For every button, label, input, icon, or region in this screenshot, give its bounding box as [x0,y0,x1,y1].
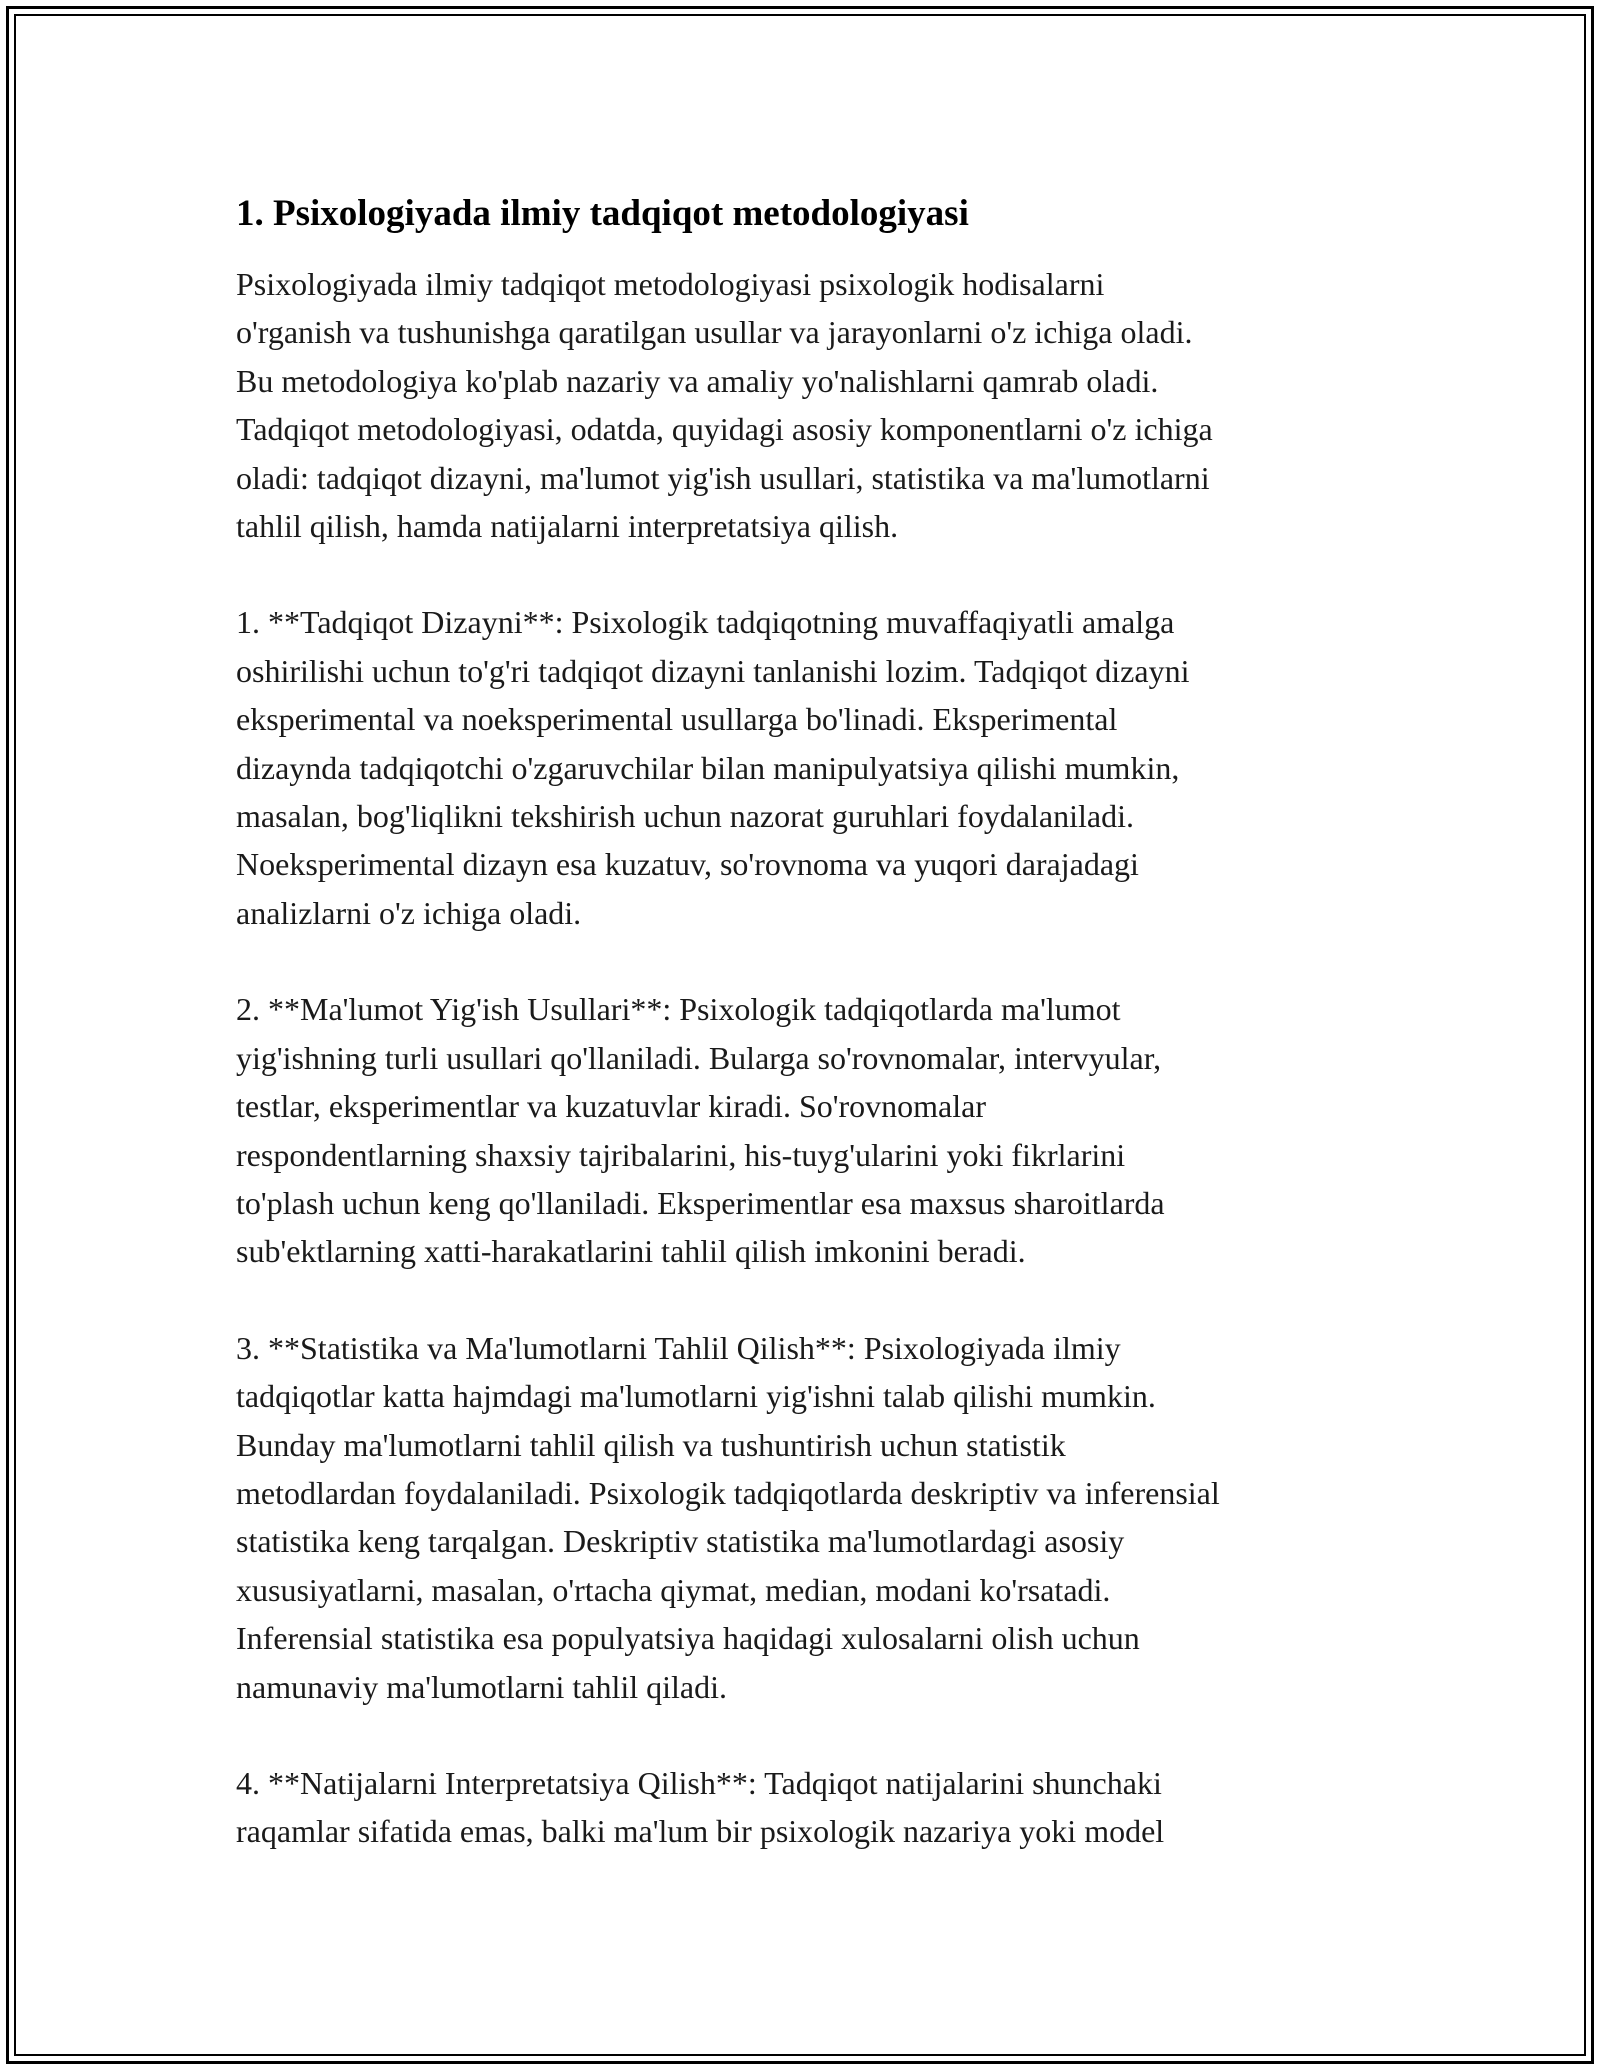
text-line: namunaviy ma'lumotlarni tahlil qiladi. [236,1668,727,1705]
paragraph-interpretation [236,1759,1386,1856]
text-line: Bu metodologiya ko'plab nazariy va amaliy yo'nalishlarni qamrab oladi. [236,362,1159,399]
text-line: 2. **Ma'lumot Yig'ish Usullari**: Psixologik tadqiqotlarda ma'lumot [236,991,1121,1028]
text-line: Bunday ma'lumotlarni tahlil qilish va tushuntirish uchun statistik [236,1426,1066,1463]
text-line: Noeksperimental dizayn esa kuzatuv, so'rovnoma va yuqori darajadagi [236,846,1139,883]
text-line: tahlil qilish, hamda natijalarni interpretatsiya qilish. [236,508,899,545]
text-line: Psixologiyada ilmiy tadqiqot metodologiyasi psixologik hodisalarni [236,266,1105,302]
document-title: 1. Psixologiyada ilmiy tadqiqot metodologiyasi [236,193,969,234]
text-line: 4. **Natijalarni Interpretatsiya Qilish**: Tadqiqot natijalarini shunchaki [236,1764,1162,1801]
text-line: raqamlar sifatida emas, balki ma'lum bir psixologik nazariya yoki model [236,1813,1165,1850]
text-line: Tadqiqot metodologiyasi, odatda, quyidagi asosiy komponentlarni o'z ichiga [236,411,1213,448]
text-line: oladi: tadqiqot dizayni, ma'lumot yig'ish usullari, statistika va ma'lumotlarni [236,459,1210,496]
text-line: to'plash uchun keng qo'llaniladi. Eksperimentlar esa maxsus sharoitlarda [236,1184,1165,1221]
document-body [236,190,1386,1904]
text-line: testlar, eksperimentlar va kuzatuvlar kiradi. So'rovnomalar [236,1088,986,1125]
text-line: eksperimental va noeksperimental usullarga bo'linadi. Eksperimental [236,701,1118,738]
text-line: 1. **Tadqiqot Dizayni**: Psixologik tadqiqotning muvaffaqiyatli amalga [236,604,1175,641]
paragraph-research-design [236,598,1386,937]
text-line: tadqiqotlar katta hajmdagi ma'lumotlarni yig'ishni talab qilishi mumkin. [236,1378,1156,1415]
text-line: dizaynda tadqiqotchi o'zgaruvchilar bilan manipulyatsiya qilishi mumkin, [236,749,1180,786]
text-line: sub'ektlarning xatti-harakatlarini tahlil qilish imkonini beradi. [236,1233,1026,1270]
paragraph-statistics [236,1324,1386,1711]
text-line: yig'ishning turli usullari qo'llaniladi. Bularga so'rovnomalar, intervyular, [236,1039,1162,1076]
text-line: masalan, bog'liqlikni tekshirish uchun nazorat guruhlari foydalaniladi. [236,798,1134,835]
text-line: metodlardan foydalaniladi. Psixologik tadqiqotlarda deskriptiv va inferensial [236,1474,1220,1511]
text-line: xususiyatlarni, masalan, o'rtacha qiymat, median, modani ko'rsatadi. [236,1571,1111,1608]
text-line: Inferensial statistika esa populyatsiya haqidagi xulosalarni olish uchun [236,1620,1140,1657]
text-line: analizlarni o'z ichiga oladi. [236,894,582,931]
paragraph-intro [236,260,1386,550]
text-line: o'rganish va tushunishga qaratilgan usullar va jarayonlarni o'z ichiga oladi. [236,314,1193,351]
text-line: respondentlarning shaxsiy tajribalarini, his-tuyg'ularini yoki fikrlarini [236,1136,1126,1173]
paragraph-data-collection [236,985,1386,1275]
text-line: 3. **Statistika va Ma'lumotlarni Tahlil Qilish**: Psixologiyada ilmiy [236,1329,1121,1366]
text-line: statistika keng tarqalgan. Deskriptiv statistika ma'lumotlardagi asosiy [236,1523,1125,1560]
text-line: oshirilishi uchun to'g'ri tadqiqot dizayni tanlanishi lozim. Tadqiqot dizayni [236,652,1190,689]
